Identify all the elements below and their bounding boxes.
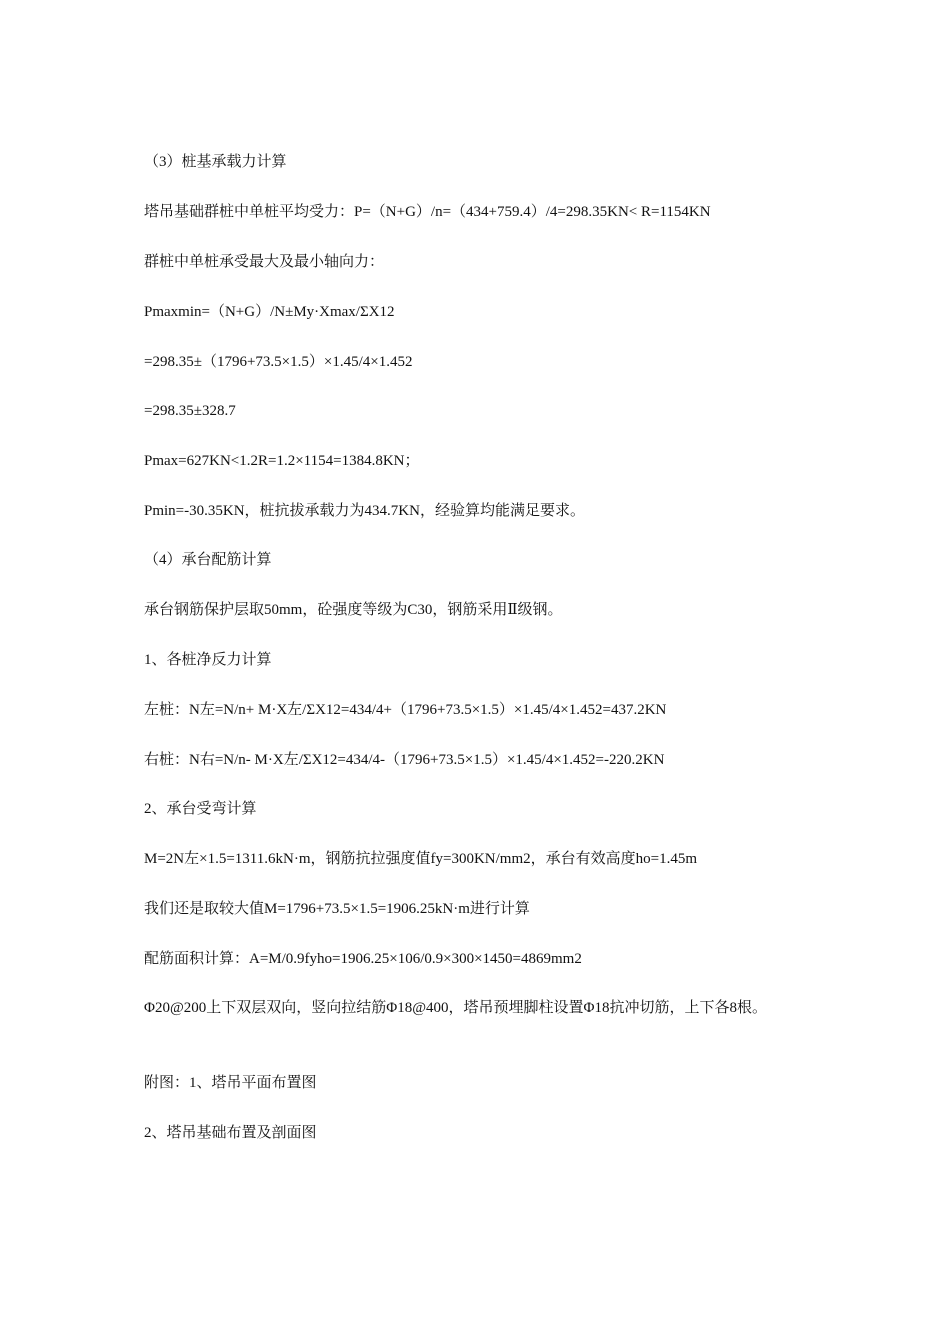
attachment-foundation-section: 2、塔吊基础布置及剖面图 bbox=[144, 1125, 317, 1141]
subheading-bending-calc: 2、承台受弯计算 bbox=[144, 801, 257, 817]
attachment-plan-layout: 附图：1、塔吊平面布置图 bbox=[144, 1075, 317, 1091]
paragraph-max-min-axial-force: 群桩中单桩承受最大及最小轴向力： bbox=[144, 254, 385, 270]
paragraph-cover-and-grade: 承台钢筋保护层取50mm，砼强度等级为C30，钢筋采用Ⅱ级钢。 bbox=[144, 602, 563, 618]
formula-substitution: =298.35±（1796+73.5×1.5）×1.45/4×1.452 bbox=[144, 354, 413, 370]
formula-result: =298.35±328.7 bbox=[144, 403, 236, 419]
formula-left-pile: 左桩：N左=N/n+ M·X左/ΣX12=434/4+（1796+73.5×1.5）×1.45/4×1.452=437.2KN bbox=[144, 702, 667, 718]
formula-pmaxmin: Pmaxmin=（N+G）/N±My·Xmax/ΣX12 bbox=[144, 304, 395, 320]
formula-moment: M=2N左×1.5=1311.6kN·m，钢筋抗拉强度值fy=300KN/mm2，承台有效高度ho=1.45m bbox=[144, 851, 697, 867]
subheading-net-reaction: 1、各桩净反力计算 bbox=[144, 652, 272, 668]
paragraph-design-moment: 我们还是取较大值M=1796+73.5×1.5=1906.25kN·m进行计算 bbox=[144, 901, 530, 917]
formula-pmin: Pmin=-30.35KN，桩抗拔承载力为434.7KN，经验算均能满足要求。 bbox=[144, 503, 585, 519]
formula-steel-area: 配筋面积计算：A=M/0.9fyho=1906.25×106/0.9×300×1450=4869mm2 bbox=[144, 951, 582, 967]
formula-right-pile: 右桩：N右=N/n- M·X左/ΣX12=434/4-（1796+73.5×1.5）×1.45/4×1.452=-220.2KN bbox=[144, 752, 665, 768]
paragraph-rebar-layout: Φ20@200上下双层双向，竖向拉结筋Φ18@400，塔吊预埋脚柱设置Φ18抗冲切筋，上下各8根。 bbox=[144, 1000, 768, 1016]
section-heading-pile-capacity: （3）桩基承载力计算 bbox=[144, 154, 287, 170]
paragraph-average-pile-force: 塔吊基础群桩中单桩平均受力：P=（N+G）/n=（434+759.4）/4=298.35KN< R=1154KN bbox=[144, 204, 711, 220]
section-heading-cap-reinforcement: （4）承台配筋计算 bbox=[144, 552, 272, 568]
formula-pmax: Pmax=627KN<1.2R=1.2×1154=1384.8KN； bbox=[144, 453, 420, 469]
